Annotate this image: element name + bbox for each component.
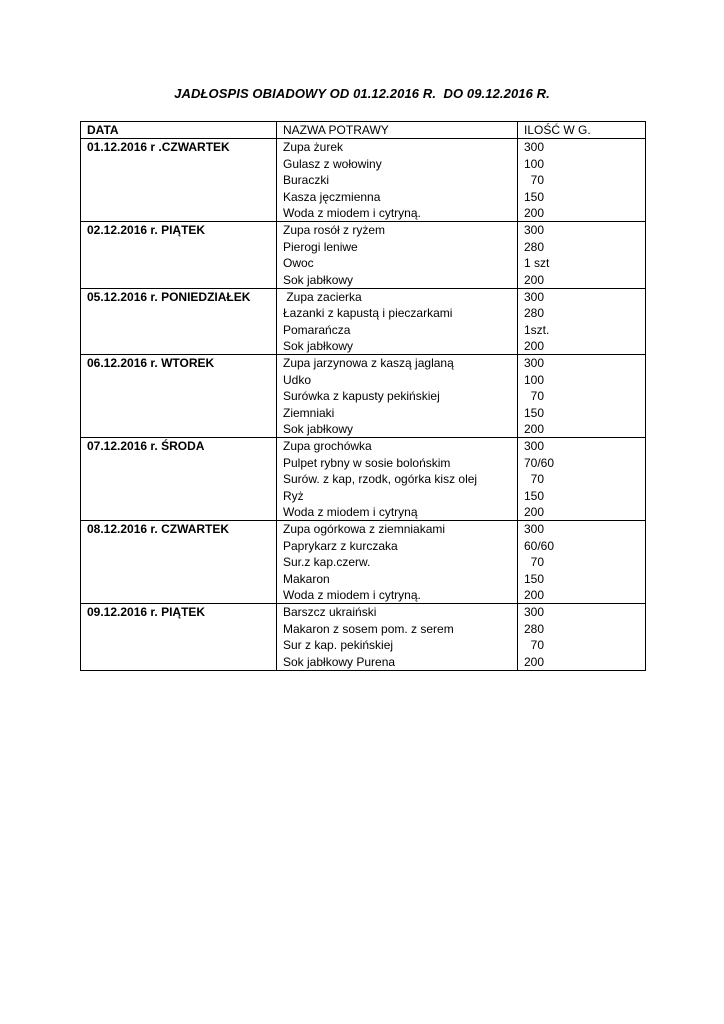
dish-name: Ziemniaki [283, 405, 335, 420]
dish-name: Surówka z kapusty pekińskiej [283, 389, 440, 404]
dish-name: Sok jabłkowy [283, 422, 354, 437]
dish-qty: 100 [524, 156, 545, 171]
dish-qty: 200 [524, 504, 545, 519]
dish-qty: 70 [524, 555, 545, 570]
dish-qty: 150 [524, 488, 545, 503]
date-cell [81, 288, 277, 355]
day-date: 05.12.2016 r. PONIEDZIAŁEK [87, 289, 251, 304]
dish-name: Woda z miodem i cytryną [283, 504, 418, 519]
dish-qty: 70 [524, 173, 545, 188]
dish-qty: 300 [524, 439, 545, 454]
header-date: DATA [81, 122, 277, 139]
dish-name: Zupa jarzynowa z kaszą jaglaną [283, 356, 454, 371]
dish-name: Pierogi leniwe [283, 239, 358, 254]
qty-cell [518, 355, 646, 438]
table-row [81, 438, 646, 521]
header-qty: ILOŚĆ W G. [518, 122, 646, 139]
dish-name: Łazanki z kapustą i pieczarkami [283, 306, 453, 321]
dish-cell [277, 222, 518, 289]
dish-name: Buraczki [283, 173, 330, 188]
dish-cell [277, 355, 518, 438]
dish-qty: 200 [524, 422, 545, 437]
dish-name: Makaron z sosem pom. z serem [283, 621, 454, 636]
dish-name: Barszcz ukraiński [283, 605, 377, 620]
dish-qty: 280 [524, 306, 545, 321]
dish-qty: 300 [524, 522, 545, 537]
dish-name: Zupa żurek [283, 140, 344, 155]
dish-qty: 150 [524, 571, 545, 586]
day-date: 06.12.2016 r. WTOREK [87, 356, 215, 371]
dish-cell [277, 139, 518, 222]
dish-cell [277, 438, 518, 521]
dish-qty: 200 [524, 339, 545, 354]
table-row [81, 355, 646, 438]
menu-table [80, 121, 646, 671]
dish-cell [277, 521, 518, 604]
dish-qty: 300 [524, 289, 545, 304]
qty-cell [518, 521, 646, 604]
dish-name: Woda z miodem i cytryną. [283, 587, 421, 602]
dish-qty: 200 [524, 654, 545, 669]
dish-qty: 300 [524, 356, 545, 371]
dish-name: Udko [283, 372, 312, 387]
table-row [81, 222, 646, 289]
date-cell [81, 355, 277, 438]
dish-qty: 1 szt [524, 256, 550, 271]
dish-qty: 150 [524, 189, 545, 204]
dish-name: Surów. z kap, rzodk, ogórka kisz olej [283, 472, 478, 487]
page-title: JADŁOSPIS OBIADOWY OD 01.12.2016 R. DO 09.12.2016 R. [174, 86, 550, 101]
dish-name: Paprykarz z kurczaka [283, 538, 398, 553]
table-row [81, 288, 646, 355]
dish-cell [277, 288, 518, 355]
dish-name: Gulasz z wołowiny [283, 156, 382, 171]
date-cell [81, 521, 277, 604]
day-date: 07.12.2016 r. ŚRODA [87, 439, 205, 454]
table-row [81, 604, 646, 671]
dish-qty: 70 [524, 389, 545, 404]
dish-name: Makaron [283, 571, 330, 586]
dish-qty: 200 [524, 205, 545, 220]
date-cell [81, 222, 277, 289]
dish-name: Woda z miodem i cytryną. [283, 205, 421, 220]
dish-cell [277, 604, 518, 671]
table-row [81, 139, 646, 222]
date-cell [81, 438, 277, 521]
day-date: 01.12.2016 r .CZWARTEK [87, 140, 230, 155]
qty-cell [518, 438, 646, 521]
dish-name: Zupa ogórkowa z ziemniakami [283, 522, 446, 537]
dish-name: Pomarańcza [283, 322, 351, 337]
table-header-row [81, 122, 646, 139]
qty-cell [518, 288, 646, 355]
dish-name: Owoc [283, 256, 314, 271]
qty-cell [518, 222, 646, 289]
dish-qty: 70/60 [524, 455, 555, 470]
dish-qty: 150 [524, 405, 545, 420]
day-date: 09.12.2016 r. PIĄTEK [87, 605, 206, 620]
dish-qty: 280 [524, 239, 545, 254]
dish-qty: 60/60 [524, 538, 555, 553]
dish-name: Zupa grochówka [283, 439, 372, 454]
date-cell [81, 139, 277, 222]
dish-qty: 1szt. [524, 322, 550, 337]
dish-name: Sur.z kap.czerw. [283, 555, 371, 570]
qty-cell [518, 139, 646, 222]
dish-name: Zupa zacierka [283, 289, 362, 304]
dish-name: Sok jabłkowy Purena [283, 654, 396, 669]
date-cell [81, 604, 277, 671]
dish-qty: 100 [524, 372, 545, 387]
dish-name: Ryż [283, 488, 304, 503]
dish-name: Sok jabłkowy [283, 272, 354, 287]
dish-qty: 300 [524, 223, 545, 238]
day-date: 02.12.2016 r. PIĄTEK [87, 223, 206, 238]
dish-qty: 200 [524, 587, 545, 602]
dish-qty: 300 [524, 140, 545, 155]
menu-body [81, 139, 646, 671]
qty-cell [518, 604, 646, 671]
dish-name: Sok jabłkowy [283, 339, 354, 354]
header-dish: NAZWA POTRAWY [277, 122, 518, 139]
dish-qty: 200 [524, 272, 545, 287]
dish-qty: 70 [524, 472, 545, 487]
dish-qty: 70 [524, 638, 545, 653]
dish-qty: 280 [524, 621, 545, 636]
dish-name: Sur z kap. pekińskiej [283, 638, 394, 653]
dish-qty: 300 [524, 605, 545, 620]
dish-name: Pulpet rybny w sosie bolońskim [283, 455, 451, 470]
table-row [81, 521, 646, 604]
day-date: 08.12.2016 r. CZWARTEK [87, 522, 230, 537]
dish-name: Zupa rosół z ryżem [283, 223, 386, 238]
dish-name: Kasza jęczmienna [283, 189, 381, 204]
